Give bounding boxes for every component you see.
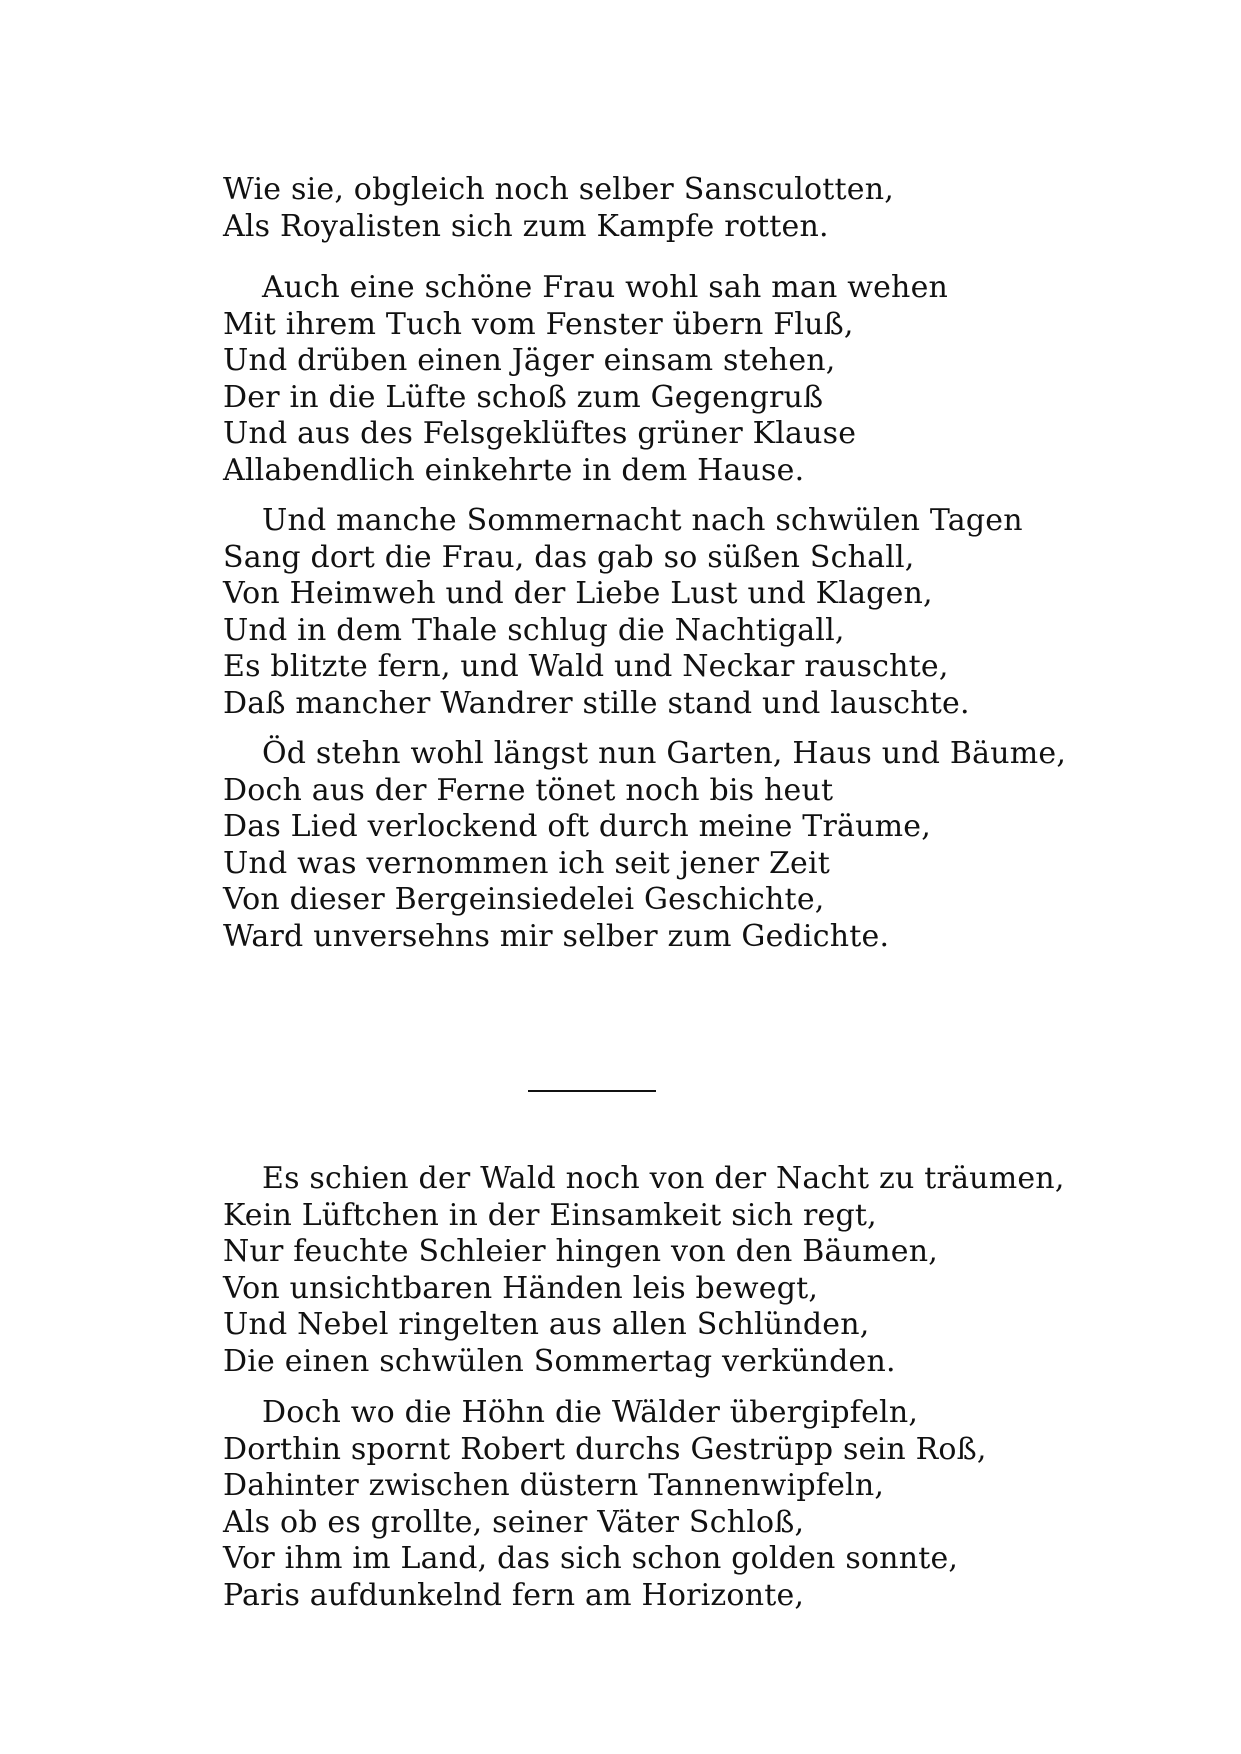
verse-line: Als ob es grollte, seiner Väter Schloß, xyxy=(223,1504,805,1540)
verse-line: Und manche Sommernacht nach schwülen Tagen xyxy=(262,503,1023,538)
verse-line: Öd stehn wohl längst nun Garten, Haus und Bäume, xyxy=(262,736,1067,771)
verse-line: Kein Lüftchen in der Einsamkeit sich regt, xyxy=(223,1197,877,1233)
verse-line: Wie sie, obgleich noch selber Sansculotten, xyxy=(223,172,894,207)
verse-line: Die einen schwülen Sommertag verkünden. xyxy=(223,1343,896,1379)
verse-line: Das Lied verlockend oft durch meine Träume, xyxy=(223,809,931,844)
verse-line: Doch wo die Höhn die Wälder übergipfeln, xyxy=(262,1395,919,1430)
verse-line: Dorthin spornt Robert durchs Gestrüpp sein Roß, xyxy=(223,1431,987,1467)
verse-line: Daß mancher Wandrer stille stand und lauschte. xyxy=(223,685,970,721)
verse-line: Allabendlich einkehrte in dem Hause. xyxy=(223,452,805,488)
verse-line: Mit ihrem Tuch vom Fenster übern Fluß, xyxy=(223,306,854,342)
verse-line: Und in dem Thale schlug die Nachtigall, xyxy=(223,612,845,648)
verse-line: Paris aufdunkelnd fern am Horizonte, xyxy=(223,1577,805,1613)
verse-line: Doch aus der Ferne tönet noch bis heut xyxy=(223,772,834,808)
section-divider xyxy=(528,1090,656,1092)
verse-line: Und was vernommen ich seit jener Zeit xyxy=(223,845,831,881)
verse-line: Der in die Lüfte schoß zum Gegengruß xyxy=(223,379,824,415)
verse-line: Ward unversehns mir selber zum Gedichte. xyxy=(223,918,890,954)
verse-line: Es blitzte fern, und Wald und Neckar rauschte, xyxy=(223,649,949,684)
stanza-5 xyxy=(223,1161,1123,1380)
verse-line: Von dieser Bergeinsiedelei Geschichte, xyxy=(223,882,825,917)
stanza-6 xyxy=(223,1395,1123,1614)
verse-line: Dahinter zwischen düstern Tannenwipfeln, xyxy=(223,1468,885,1503)
verse-line: Auch eine schöne Frau wohl sah man wehen xyxy=(262,270,949,305)
verse-line: Und Nebel ringelten aus allen Schlünden, xyxy=(223,1307,870,1342)
verse-line: Es schien der Wald noch von der Nacht zu träumen, xyxy=(262,1161,1065,1196)
stanza-3 xyxy=(223,503,1123,722)
verse-line: Nur feuchte Schleier hingen von den Bäumen, xyxy=(223,1234,938,1269)
verse-line: Von unsichtbaren Händen leis bewegt, xyxy=(223,1270,819,1306)
stanza-4 xyxy=(223,736,1123,955)
verse-line: Sang dort die Frau, das gab so süßen Schall, xyxy=(223,539,915,575)
stanza-1 xyxy=(223,172,1123,245)
verse-line: Vor ihm im Land, das sich schon golden sonnte, xyxy=(223,1541,959,1576)
verse-line: Und aus des Felsgeklüftes grüner Klause xyxy=(223,416,857,451)
verse-line: Als Royalisten sich zum Kampfe rotten. xyxy=(223,208,829,244)
stanza-2 xyxy=(223,270,1123,489)
verse-line: Und drüben einen Jäger einsam stehen, xyxy=(223,343,836,378)
verse-line: Von Heimweh und der Liebe Lust und Klagen, xyxy=(223,576,933,611)
